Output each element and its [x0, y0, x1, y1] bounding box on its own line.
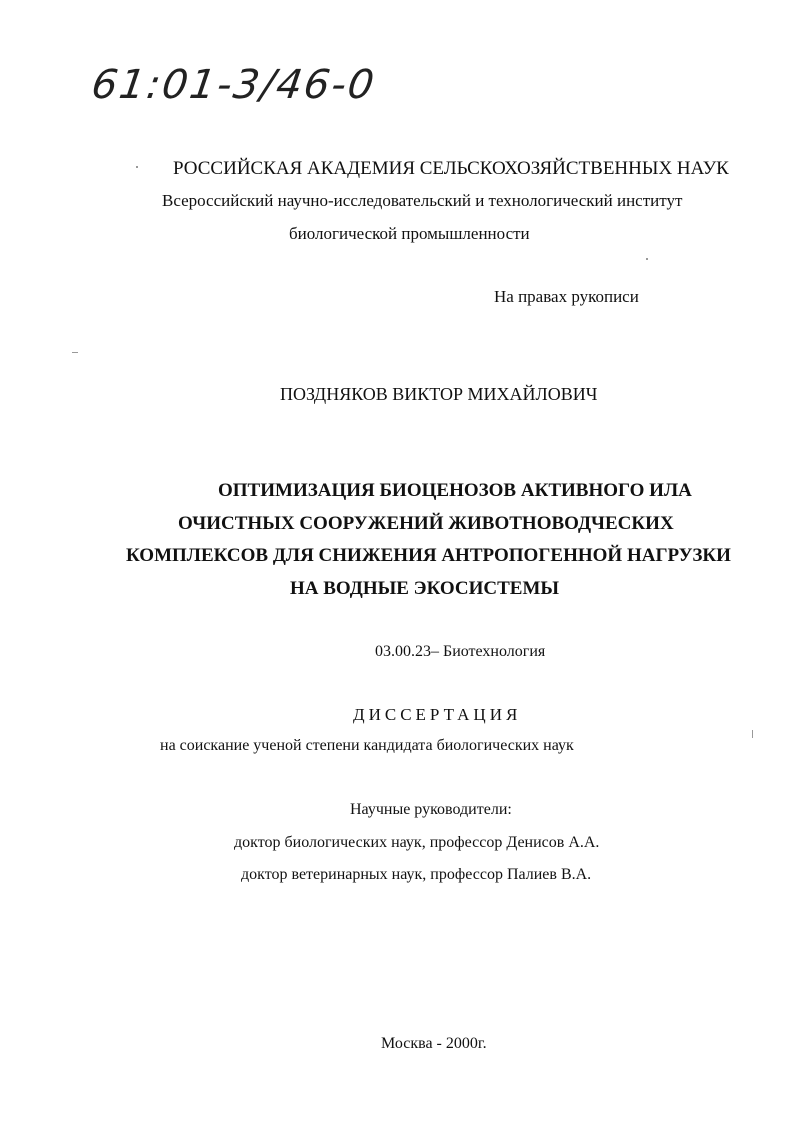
- manuscript-rights-note: На правах рукописи: [494, 287, 639, 306]
- scan-speck: [646, 258, 648, 260]
- thesis-title-line2: ОЧИСТНЫХ СООРУЖЕНИЙ ЖИВОТНОВОДЧЕСКИХ: [178, 513, 674, 534]
- place-and-year: Москва - 2000г.: [381, 1035, 487, 1052]
- thesis-title-line1: ОПТИМИЗАЦИЯ БИОЦЕНОЗОВ АКТИВНОГО ИЛА: [218, 480, 692, 501]
- supervisors-heading: Научные руководители:: [350, 801, 512, 818]
- author-name: ПОЗДНЯКОВ ВИКТОР МИХАЙЛОВИЧ: [280, 384, 598, 404]
- scan-speck: [752, 730, 753, 738]
- institute-name-line1: Всероссийский научно-исследовательский и технологический институт: [162, 191, 683, 210]
- thesis-title-line4: НА ВОДНЫЕ ЭКОСИСТЕМЫ: [290, 578, 560, 599]
- institute-name-line2: биологической промышленности: [289, 224, 530, 243]
- scan-speck: [136, 166, 138, 168]
- specialty-code: 03.00.23– Биотехнология: [375, 643, 546, 660]
- supervisor-2: доктор ветеринарных наук, профессор Палиев В.А.: [241, 866, 592, 883]
- scan-speck: [72, 352, 78, 353]
- handwritten-archive-code: 61:01-3/46-0: [88, 62, 379, 108]
- supervisor-1: доктор биологических наук, профессор Денисов А.А.: [234, 834, 600, 851]
- thesis-title-line3: КОМПЛЕКСОВ ДЛЯ СНИЖЕНИЯ АНТРОПОГЕННОЙ НАГРУЗКИ: [126, 545, 731, 566]
- degree-description: на соискание ученой степени кандидата биологических наук: [160, 737, 574, 754]
- document-type: ДИССЕРТАЦИЯ: [353, 705, 522, 724]
- academy-name: РОССИЙСКАЯ АКАДЕМИЯ СЕЛЬСКОХОЗЯЙСТВЕННЫХ НАУК: [173, 158, 729, 179]
